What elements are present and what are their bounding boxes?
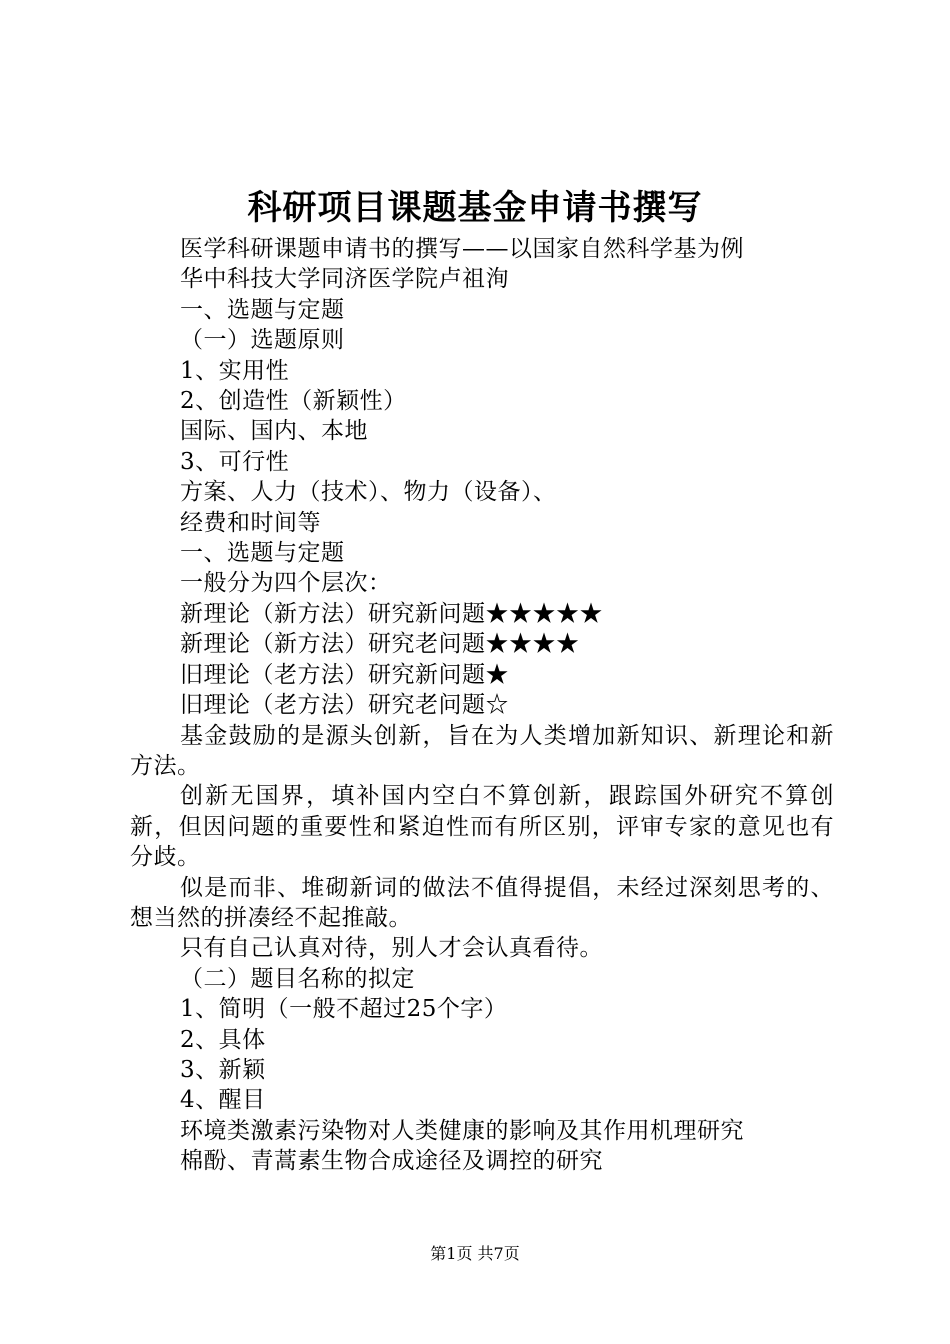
text-line: 医学科研课题申请书的撰写——以国家自然科学基为例	[180, 236, 744, 262]
top-lines	[130, 234, 834, 721]
text-line: 新理论（新方法）研究老问题★★★★	[180, 631, 580, 658]
document-title: 科研项目课题基金申请书撰写	[247, 188, 703, 228]
text-line: 旧理论（老方法）研究老问题☆	[180, 692, 509, 719]
bottom-lines	[130, 933, 834, 1176]
text-line: 一、选题与定题	[180, 296, 345, 323]
text-line: 国际、国内、本地	[180, 418, 368, 445]
text-line: 2、创造性（新颖性）	[180, 388, 407, 415]
text-line: 棉酚、青蒿素生物合成途径及调控的研究	[180, 1148, 603, 1175]
text-line: 只有自己认真对待，别人才会认真看待。	[180, 935, 603, 962]
text-line: 2、具体	[180, 1026, 266, 1053]
text-line: 经费和时间等	[180, 509, 321, 536]
text-line: （一）选题原则	[180, 327, 345, 354]
paragraph: 创新无国界，填补国内空白不算创新，跟踪国外研究不算创新，但因问题的重要性和紧迫性而有所区别，评审专家的意见也有分歧。	[130, 783, 834, 871]
text-line: 3、新颖	[180, 1056, 266, 1083]
text-line: 1、简明（一般不超过25个字）	[180, 996, 508, 1023]
text-line: 华中科技大学同济医学院卢祖洵	[180, 266, 509, 293]
text-line: 一般分为四个层次：	[180, 570, 392, 597]
text-line: 方案、人力（技术）、物力（设备）、	[180, 479, 557, 506]
text-line: （二）题目名称的拟定	[180, 965, 415, 992]
page-footer: 第1页 共7页	[430, 1244, 520, 1263]
document-body	[130, 234, 834, 1177]
paragraph: 基金鼓励的是源头创新，旨在为人类增加新知识、新理论和新方法。	[130, 722, 834, 779]
text-line: 4、醒目	[180, 1087, 266, 1114]
text-line: 新理论（新方法）研究新问题★★★★★	[180, 600, 603, 627]
text-line: 一、选题与定题	[180, 540, 345, 567]
paragraphs	[130, 721, 834, 934]
text-line: 1、实用性	[180, 357, 290, 384]
text-line: 3、可行性	[180, 448, 290, 475]
text-line: 环境类激素污染物对人类健康的影响及其作用机理研究	[180, 1117, 744, 1144]
text-line: 旧理论（老方法）研究新问题★	[180, 661, 509, 688]
paragraph: 似是而非、堆砌新词的做法不值得提倡，未经过深刻思考的、想当然的拼凑经不起推敲。	[130, 874, 834, 931]
